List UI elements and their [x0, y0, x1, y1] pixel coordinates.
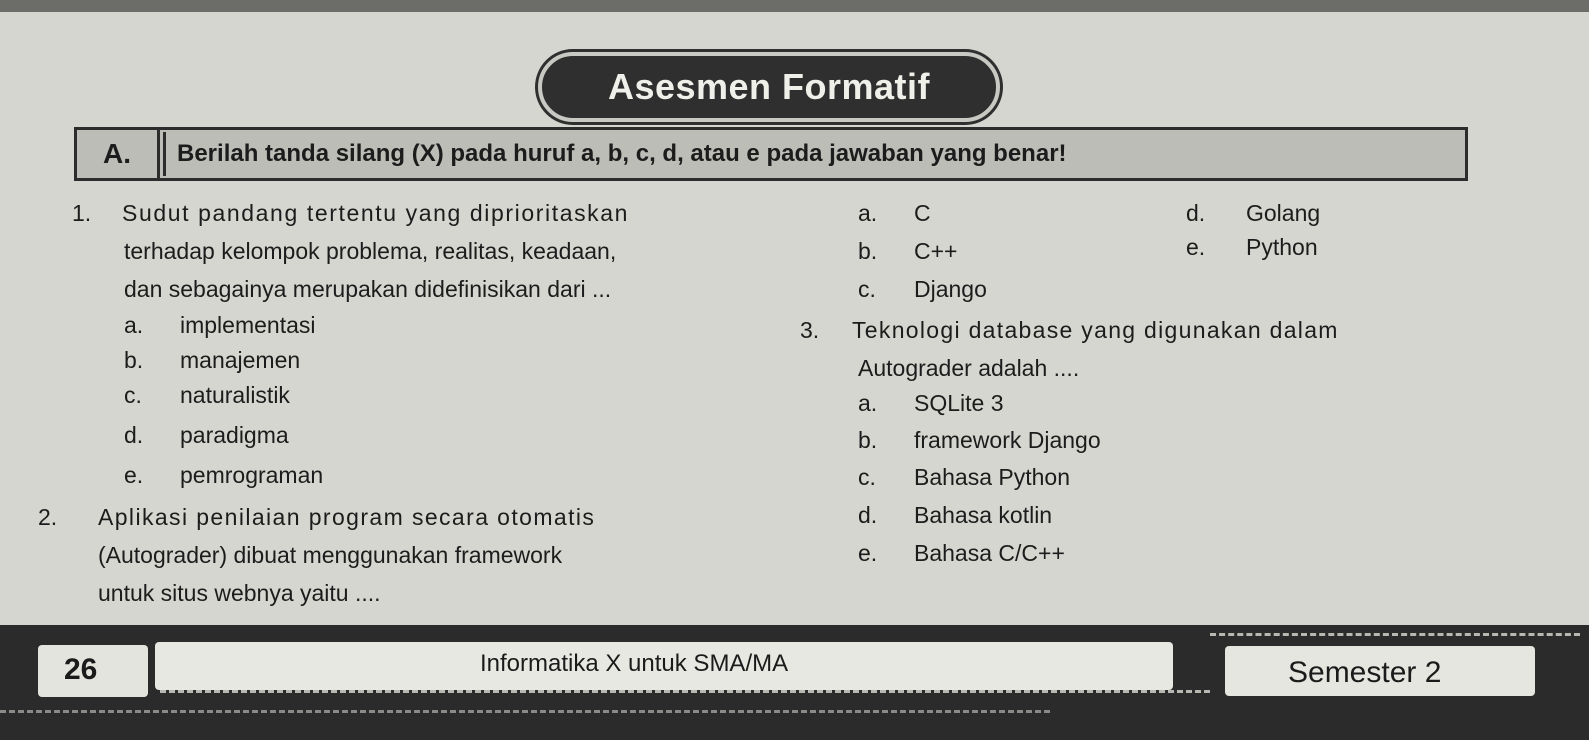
option-label: b.: [124, 347, 144, 373]
question-1-line-2: terhadap kelompok problema, realitas, keadaan,: [124, 238, 617, 264]
option-label: b.: [858, 427, 878, 453]
q1-option-e[interactable]: [124, 460, 323, 490]
q2-option-a[interactable]: [858, 198, 931, 228]
question-3-line-1: Teknologi database yang digunakan dalam: [852, 317, 1339, 343]
section-letter: A.: [77, 130, 160, 178]
option-label: e.: [858, 540, 878, 566]
option-label: d.: [858, 502, 878, 528]
option-label: c.: [858, 276, 876, 302]
semester-label: Semester 2: [1288, 656, 1442, 689]
page-number: 26: [64, 653, 98, 686]
question-number: 3.: [800, 317, 820, 343]
footer-dash-line: [0, 710, 1050, 713]
q2-option-b[interactable]: [858, 236, 957, 266]
q2-option-e[interactable]: [1186, 232, 1318, 262]
footer-dash-line: [1210, 633, 1580, 636]
option-text: Bahasa kotlin: [914, 502, 1053, 528]
option-text: SQLite 3: [914, 390, 1004, 416]
question-1-line-3: dan sebagainya merupakan didefinisikan dari ...: [124, 276, 612, 302]
q2-option-d[interactable]: [1186, 198, 1320, 228]
option-label: d.: [124, 422, 144, 448]
option-label: a.: [858, 390, 878, 416]
q1-option-a[interactable]: [124, 310, 316, 340]
option-text: Bahasa Python: [914, 464, 1071, 490]
option-text: Bahasa C/C++: [914, 540, 1065, 566]
question-2-line-1: Aplikasi penilaian program secara otomatis: [98, 504, 596, 530]
q3-option-a[interactable]: [858, 388, 1004, 418]
option-text: paradigma: [180, 422, 289, 448]
option-label: a.: [858, 200, 878, 226]
q1-option-b[interactable]: [124, 345, 300, 375]
q2-option-c[interactable]: [858, 274, 987, 304]
question-2-line-2: (Autograder) dibuat menggunakan framework: [98, 542, 563, 568]
option-text: manajemen: [180, 347, 301, 373]
book-title: Informatika X untuk SMA/MA: [480, 650, 789, 677]
q3-option-c[interactable]: [858, 462, 1070, 492]
question-3-line-2: Autograder adalah ....: [858, 355, 1080, 381]
option-label: c.: [124, 382, 142, 408]
option-label: d.: [1186, 200, 1206, 226]
option-label: b.: [858, 238, 878, 264]
footer-dash-line: [160, 690, 1210, 693]
section-instruction: Berilah tanda silang (X) pada huruf a, b, c, d, atau e pada jawaban yang benar!: [177, 140, 1067, 167]
q1-option-d[interactable]: [124, 420, 289, 450]
top-edge: [0, 0, 1589, 12]
instruction-box: [74, 127, 1468, 181]
option-text: Golang: [1246, 200, 1321, 226]
question-1-line-1: Sudut pandang tertentu yang diprioritaskan: [122, 200, 630, 226]
option-label: e.: [124, 462, 144, 488]
page-title: Asesmen Formatif: [607, 66, 931, 107]
title-banner: [538, 52, 1000, 122]
option-text: implementasi: [180, 312, 316, 338]
question-1-stem: [72, 198, 629, 228]
option-label: c.: [858, 464, 876, 490]
section-divider: [163, 132, 178, 176]
option-text: Python: [1246, 234, 1318, 260]
question-3-stem: [800, 315, 1339, 345]
q1-option-c[interactable]: [124, 380, 290, 410]
question-number: 2.: [38, 504, 58, 530]
option-text: pemrograman: [180, 462, 324, 488]
option-text: framework Django: [914, 427, 1101, 453]
option-label: e.: [1186, 234, 1206, 260]
question-number: 1.: [72, 200, 92, 226]
question-2-line-3: untuk situs webnya yaitu ....: [98, 580, 381, 606]
q3-option-b[interactable]: [858, 425, 1101, 455]
option-text: C: [914, 200, 931, 226]
q3-option-e[interactable]: [858, 538, 1065, 568]
option-label: a.: [124, 312, 144, 338]
option-text: Django: [914, 276, 987, 302]
option-text: naturalistik: [180, 382, 290, 408]
question-2-stem: [38, 502, 595, 532]
option-text: C++: [914, 238, 958, 264]
q3-option-d[interactable]: [858, 500, 1052, 530]
